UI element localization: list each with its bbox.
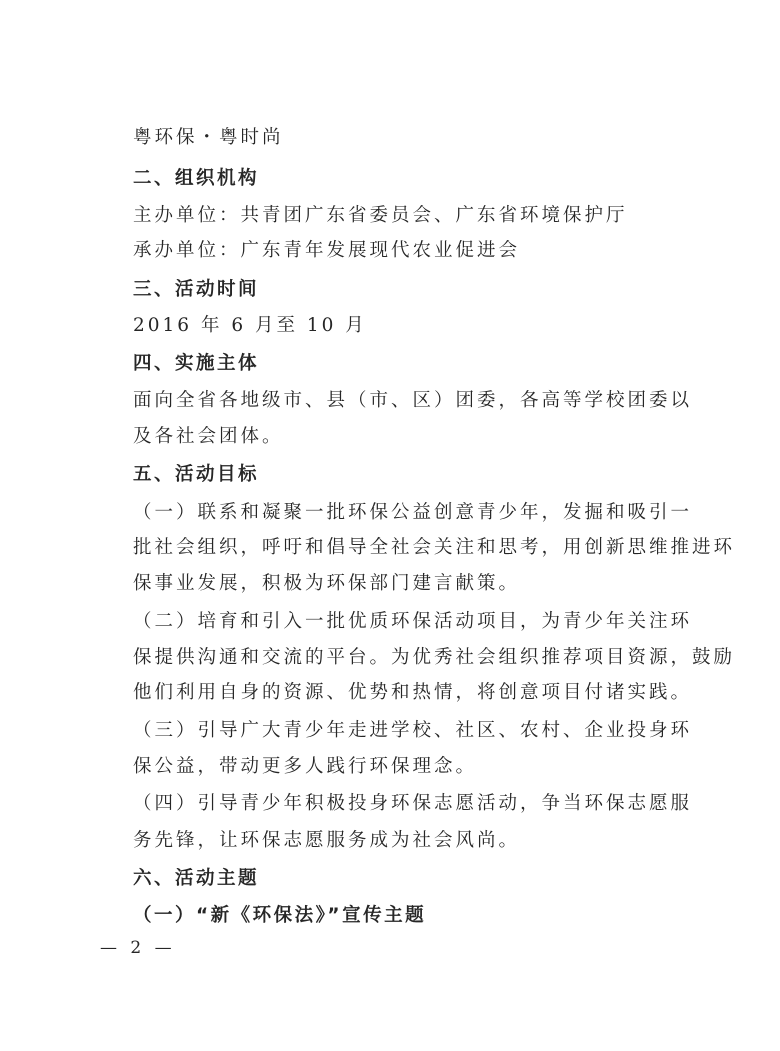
organizer-unit-line: 承办单位：广东青年发展现代农业促进会 [133, 240, 521, 261]
goal-4-line-2: 务先锋，让环保志愿服务成为社会风尚。 [133, 830, 521, 851]
section-heading-goals: 五、活动目标 [133, 464, 260, 485]
subjects-paragraph-line-1: 面向全省各地级市、县（市、区）团委，各高等学校团委以 [133, 390, 693, 411]
subjects-paragraph-line-2: 及各社会团体。 [133, 426, 284, 447]
page-number: — 2 — [100, 938, 176, 958]
goal-3-line-1: （三）引导广大青少年走进学校、社区、农村、企业投身环 [133, 720, 693, 741]
goal-3-line-2: 保公益，带动更多人践行环保理念。 [133, 756, 478, 777]
section-heading-themes: 六、活动主题 [133, 868, 260, 889]
goal-1-line-3: 保事业发展，积极为环保部门建言献策。 [133, 573, 521, 594]
host-unit-line: 主办单位：共青团广东省委员会、广东省环境保护厅 [133, 205, 628, 226]
section-heading-time: 三、活动时间 [133, 279, 260, 300]
slogan-line: 粤环保・粤时尚 [133, 127, 284, 148]
activity-time-line: 2016 年 6 月至 10 月 [133, 315, 367, 336]
goal-1-line-2: 批社会组织，呼吁和倡导全社会关注和思考，用创新思维推进环 [133, 537, 736, 558]
section-heading-organization: 二、组织机构 [133, 168, 260, 189]
goal-4-line-1: （四）引导青少年积极投身环保志愿活动，争当环保志愿服 [133, 793, 693, 814]
goal-1-line-1: （一）联系和凝聚一批环保公益创意青少年，发掘和吸引一 [133, 502, 693, 523]
section-heading-subjects: 四、实施主体 [133, 353, 260, 374]
goal-2-line-1: （二）培育和引入一批优质环保活动项目，为青少年关注环 [133, 611, 693, 632]
goal-2-line-2: 保提供沟通和交流的平台。为优秀社会组织推荐项目资源，鼓励 [133, 647, 736, 668]
theme-1-heading: （一）“新《环保法》”宣传主题 [133, 905, 427, 926]
goal-2-line-3: 他们利用自身的资源、优势和热情，将创意项目付诸实践。 [133, 682, 693, 703]
